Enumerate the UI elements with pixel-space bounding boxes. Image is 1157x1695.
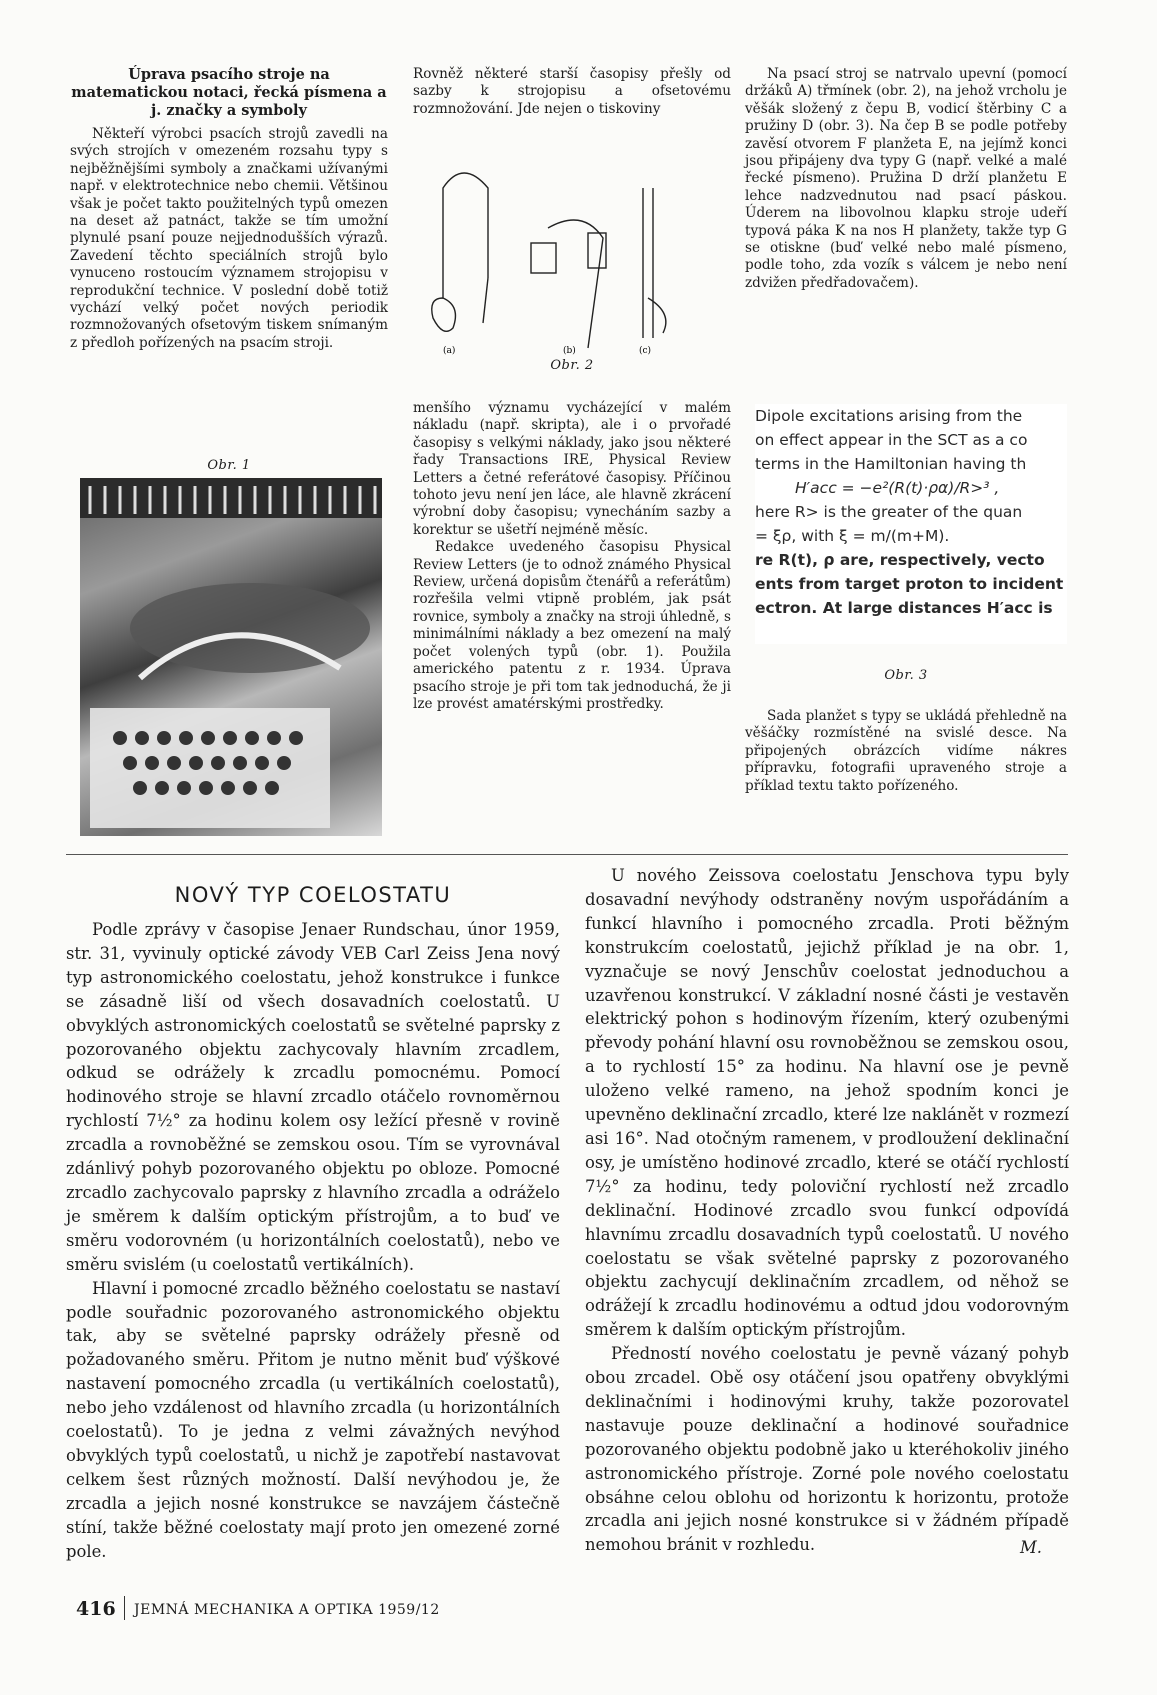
figure-caption-2: Obr. 2	[550, 358, 594, 373]
sample-line: here R> is the greater of the quan	[755, 503, 1023, 521]
figure-caption-3: Obr. 3	[884, 668, 928, 683]
paragraph: menšího významu vycházející v malém nákladu (např. skripta), ale i o prvořadé časopisy s velkými náklady, jako jsou některé řady Transactions IRE, Physical Review Letters a četné referátové časopisy. Příčinou tohoto jevu není jen láce, ale hlavně zkrácení výrobní doby časopisu; vynecháním sazby a korektur se ušetří nejméně měsíc.	[413, 400, 731, 538]
top-middle-column-upper	[413, 66, 731, 118]
typewriter-photo	[80, 478, 382, 836]
footer-divider	[124, 1596, 125, 1620]
section-title: Úprava psacího stroje na matematickou notaci, řecká písmena a j. značky a symboly	[71, 66, 387, 119]
typed-text-sample	[755, 404, 1067, 644]
paragraph: Předností nového coelostatu je pevně vázaný pohyb obou zrcadel. Obě osy otáčení jsou opatřeny obvyklými deklinačními i hodinovými kruhy, takže pozorovatel nastavuje pouze deklinační a hodinové souřadnice pozorovaného objektu podobně jako u kteréhokoliv jiného astronomického přístroje. Zorné pole nového coelostatu obsáhne celou oblohu od horizontu k horizontu, protože zrcadla ani jejich nosné konstrukce si v žádném případě nemohou bránit v rozhledu.	[585, 1344, 1069, 1555]
top-right-column-lower	[745, 708, 1067, 795]
sample-line: = ξρ, with ξ = m/(m+M).	[755, 527, 950, 545]
sample-line: Dipole excitations arising from the	[755, 407, 1023, 425]
page-number: 416	[76, 1598, 116, 1620]
sample-line: on effect appear in the SCT as a co	[755, 431, 1028, 449]
journal-name: JEMNÁ MECHANIKA A OPTIKA 1959/12	[134, 1602, 440, 1618]
top-right-column-upper	[745, 66, 1067, 292]
typewriter-attachment-diagram	[413, 148, 731, 358]
top-middle-column-lower	[413, 400, 731, 713]
top-left-column	[70, 66, 388, 352]
sample-line: H′acc = −e²(R(t)·ρα)/R>³ ,	[795, 479, 1000, 497]
paragraph: Redakce uvedeného časopisu Physical Review Letters (je to odnož známého Physical Review, určená dopisům čtenářů a referátům) rozřešila velmi vtipně problém, jak psát rovnice, symboly a značky na stroji úhledně, s minimálními náklady a bez omezení na malý počet volených typů (obr. 1). Použila amerického patentu z r. 1934. Úprava psacího stroje je při tom tak jednoduchá, že ji lze provést amatérskými prostředky.	[413, 539, 731, 712]
diagram-label-c: (c)	[639, 346, 652, 356]
paragraph: Podle zprávy v časopise Jenaer Rundschau, únor 1959, str. 31, vyvinuly optické závody VEB Carl Zeiss Jena nový typ astronomického coelostatu, jehož konstrukce i funkce se zásadně liší od všech dosavadních coelostatů. U obvyklých astronomických coelostatů se světelné paprsky z pozorovaného objektu zachycovaly hlavním zrcadlem, odkud se odrážely k zrcadlu pomocnému. Pomocí hodinového stroje se hlavní zrcadlo otáčelo rovnoměrnou rychlostí 7½° za hodinu kolem osy ležící přesně v rovině zrcadla a rovnoběžné se zemskou osou. Tím se vyrovnával zdánlivý pohyb pozorovaného objektu po obloze. Pomocné zrcadlo zachycovalo paprsky z hlavního zrcadla a odráželo je směrem k dalším optickým přístrojům, a to buď ve směru vodorovném (u horizontálních coelostatů), nebo ve směru svislém (u coelostatů vertikálních).	[66, 920, 560, 1274]
sample-line: ectron. At large distances H′acc is	[755, 599, 1053, 617]
sample-line: terms in the Hamiltonian having th	[755, 455, 1027, 473]
diagram-label-a: (a)	[443, 346, 456, 356]
diagram-label-b: (b)	[563, 346, 576, 356]
author-signature: M.	[1020, 1538, 1042, 1557]
article-left-column	[66, 918, 560, 1563]
paragraph: Na psací stroj se natrvalo upevní (pomocí držáků A) třmínek (obr. 2), na jehož vrcholu je věšák složený z čepu B, vodicí štěrbiny C a pružiny D (obr. 3). Na čep B se podle potřeby zavěsí otvorem F planžeta E, na jejímž konci jsou připájeny dva typy G (např. velké a malé řecké písmeno). Pružina D drží planžetu E lehce nadzvednutou nad psací páskou. Úderem na libovolnou klapku stroje udeří typová páka K na nos H planžety, takže typ G se otiskne (buď velké nebo malé písmeno, podle toho, zda vozík s válcem je nebo není zdvižen předřadovačem).	[745, 66, 1067, 291]
sample-line: ents from target proton to incident	[755, 575, 1064, 593]
figure-caption-1: Obr. 1	[207, 458, 251, 473]
paragraph: Rovněž některé starší časopisy přešly od sazby k strojopisu a ofsetovému rozmnožování. Jde nejen o tiskoviny	[413, 66, 731, 117]
paragraph: Sada planžet s typy se ukládá přehledně na věšáčky rozmístěné na svislé desce. Na připojených obrázcích vidíme nákres přípravku, fotografii upraveného stroje a příklad textu takto pořízeného.	[745, 708, 1067, 794]
diagram-obr-2	[413, 148, 731, 358]
paragraph: Hlavní i pomocné zrcadlo běžného coelostatu se nastaví podle souřadnic pozorovaného astronomického objektu tak, aby se světelné paprsky odrážely přesně od požadovaného směru. Přitom je nutno měnit buď výškové nastavení pomocného zrcadla (u vertikálních coelostatů), nebo jeho vzdálenost od hlavního zrcadla (u horizontálních coelostatů). To je jedna z velmi závažných nevýhod obvyklých typů coelostatů, u nichž je zapotřebí nastavovat celkem šest různých možností. Další nevýhodou je, že zrcadla a jejich nosné konstrukce se navzájem částečně stíní, takže běžné coelostaty mají proto jen omezené zorné pole.	[66, 1278, 560, 1561]
typewriter-photo-illustration	[80, 478, 382, 836]
paragraph: U nového Zeissova coelostatu Jenschova typu byly dosavadní nevýhody odstraněny novým uspořádáním a funkcí hlavního i pomocného zrcadla. Proti běžným konstrukcím coelostatů, jejichž příklad je na obr. 1, vyznačuje se nový Jenschův coelostat jednoduchou a uzavřenou konstrukcí. V základní nosné části je vestavěn elektrický pohon s hodinovým řízením, který ozubenými převody pohání hlavní osu rovnoběžnou se zemskou osou, a to rychlostí 15° za hodinu. Na hlavní ose je pevně uloženo velké rameno, na jehož spodním konci je upevněno deklinační zrcadlo, které lze naklánět v rozmezí asi 16°. Nad otočným ramenem, v prodloužení deklinační osy, je umístěno hodinové zrcadlo, které se otáčí rychlostí 7½° za hodinu, tedy poloviční rychlostí než zrcadlo deklinační. Hodinové zrcadlo svou funkcí odpovídá hlavnímu zrcadlu dosavadních typů coelostatů. U nového coelostatu se však světelné paprsky z pozorovaného objektu zachycují deklinačním zrcadlem, od něhož se odrážejí k zrcadlu hodinovému a odtud jdou vodorovným směrem k dalším optickým přístrojům.	[585, 866, 1069, 1340]
paragraph: Někteří výrobci psacích strojů zavedli na svých strojích v omezeném rozsahu typy s nejběžnějšími symboly a značkami užívanými např. v elektrotechnice nebo chemii. Většinou však je počet takto použitelných typů omezen na deset až patnáct, takže se tím umožní plynulé psaní pouze nejjednodušších výrazů. Zavedení těchto speciálních strojů bylo vynuceno rostoucím významem strojopisu v reprodukční technice. V poslední době totiž vychází velký počet nových periodik rozmnožovaných ofsetovým tiskem snímaným z předloh pořízených na psacím stroji.	[70, 126, 388, 351]
section-divider	[66, 854, 1068, 855]
article-right-column	[585, 864, 1069, 1557]
article-heading: NOVÝ TYP COELOSTATU	[174, 883, 452, 907]
sample-line: re R(t), ρ are, respectively, vecto	[755, 551, 1045, 569]
